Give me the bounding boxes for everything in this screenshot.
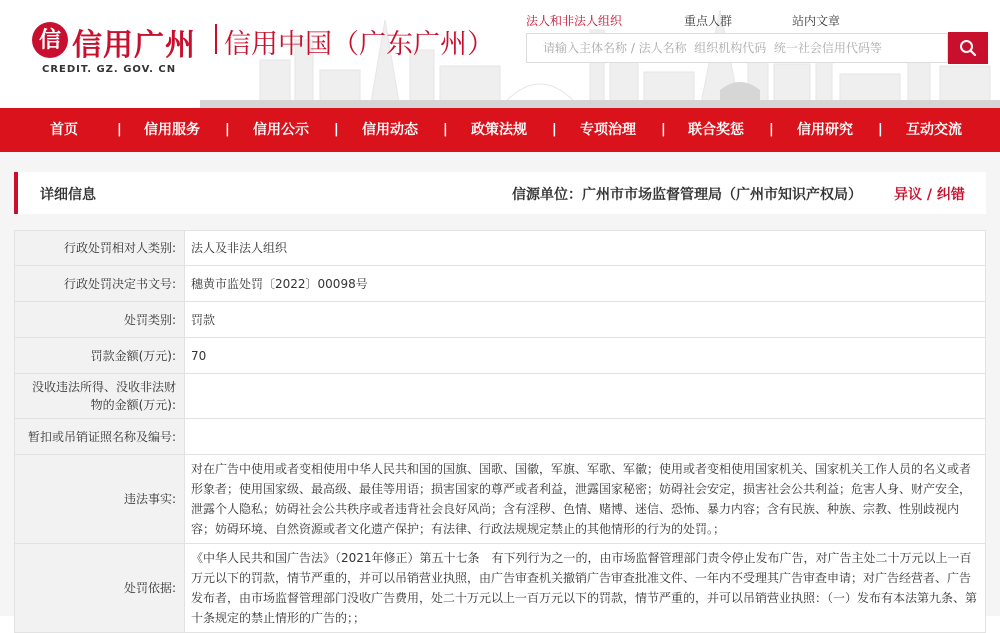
penalty-detail-table [14,230,986,633]
nav-separator: | [334,122,339,137]
row-value: 罚款 [185,302,986,338]
row-value: 《中华人民共和国广告法》（2021年修正）第五十七条 有下列行为之一的，由市场监督管理部门责令停止发布广告，对广告主处二十万元以上一百万元以下的罚款，情节严重的，并可以吊销营业执照，由广告审查机关撤销广告审查批准文件、一年内不受理其广告审查申请；对广告经营者、广告发布者，由市场监督管理部门没收广告费用，处二十万元以上一百万元以下的罚款，情节严重的，并可以吊销营业执照：（一）发布有本法第九条、第十条规定的禁止情形的广告的；； [185,544,986,633]
site-domain: CREDIT. GZ. GOV. CN [42,64,177,75]
table-row [15,419,986,455]
row-value: 法人及非法人组织 [185,231,986,266]
nav-separator: | [117,122,122,137]
row-value: 70 [185,338,986,374]
detail-header-bar [14,172,986,214]
table-row [15,338,986,374]
main-nav [0,108,1000,152]
nav-separator: | [878,122,883,137]
nav-separator: | [769,122,774,137]
nav-credit-services[interactable]: 信用服务 [144,122,200,138]
table-row [15,544,986,633]
nav-interaction[interactable]: 互动交流 [906,122,962,138]
nav-separator: | [443,122,448,137]
row-label: 行政处罚决定书文号: [15,266,185,302]
objection-correction-link[interactable]: 异议 / 纠错 [894,187,965,203]
row-label: 处罚类别: [15,302,185,338]
table-row [15,266,986,302]
source-unit: 信源单位：广州市市场监督管理局（广州市知识产权局） [512,187,862,203]
nav-joint-rewards[interactable]: 联合奖惩 [688,122,744,138]
row-label: 行政处罚相对人类别: [15,231,185,266]
row-value [185,374,986,419]
row-label: 违法事实: [15,455,185,544]
search-icon [959,39,977,57]
nav-credit-disclosure[interactable]: 信用公示 [253,122,309,138]
table-row [15,455,986,544]
table-row [15,374,986,419]
detail-title: 详细信息 [40,187,96,203]
row-label: 没收违法所得、没收非法财物的金额(万元): [15,374,185,419]
search-tab-site-articles[interactable]: 站内文章 [792,14,841,28]
nav-special-governance[interactable]: 专项治理 [580,122,636,138]
row-value: 对在广告中使用或者变相使用中华人民共和国的国旗、国歌、国徽，军旗、军歌、军徽；使用或者变相使用国家机关、国家机关工作人员的名义或者形象者；使用国家级、最高级、最佳等用语；损害国家的尊严或者利益，泄露国家秘密；妨碍社会安定，损害社会公共利益；危害人身、财产安全，泄露个人隐私；妨碍社会公共秩序或者违背社会良好风尚；含有淫秽、色情、赌博、迷信、恐怖、暴力内容；含有民族、种族、宗教、性别歧视内容；妨碍环境、自然资源或者文化遗产保护；有法律、行政法规规定禁止的其他情形的行为的处罚。； [185,455,986,544]
search-tabs [526,12,886,30]
site-logo-title[interactable]: 信用广州 [72,28,196,63]
search-tab-legal-entity[interactable]: 法人和非法人组织 [526,14,623,28]
row-label: 暂扣或吊销证照名称及编号: [15,419,185,455]
nav-separator: | [225,122,230,137]
row-value [185,419,986,455]
nav-home[interactable]: 首页 [50,122,78,138]
nav-separator: | [661,122,666,137]
search-tab-key-groups[interactable]: 重点人群 [684,14,733,28]
table-row [15,302,986,338]
site-subtitle: 信用中国（广东广州） [224,29,494,60]
logo-divider [215,24,217,54]
search-button[interactable] [948,32,988,64]
row-label: 罚款金额(万元): [15,338,185,374]
nav-credit-research[interactable]: 信用研究 [797,122,853,138]
row-label: 处罚依据: [15,544,185,633]
credit-logo-icon[interactable]: 信 [32,22,68,58]
site-header [0,0,1000,108]
nav-credit-news[interactable]: 信用动态 [362,122,418,138]
search-input[interactable] [526,33,948,63]
nav-separator: | [552,122,557,137]
table-row [15,231,986,266]
nav-policies[interactable]: 政策法规 [471,122,527,138]
row-value: 穗黄市监处罚〔2022〕00098号 [185,266,986,302]
